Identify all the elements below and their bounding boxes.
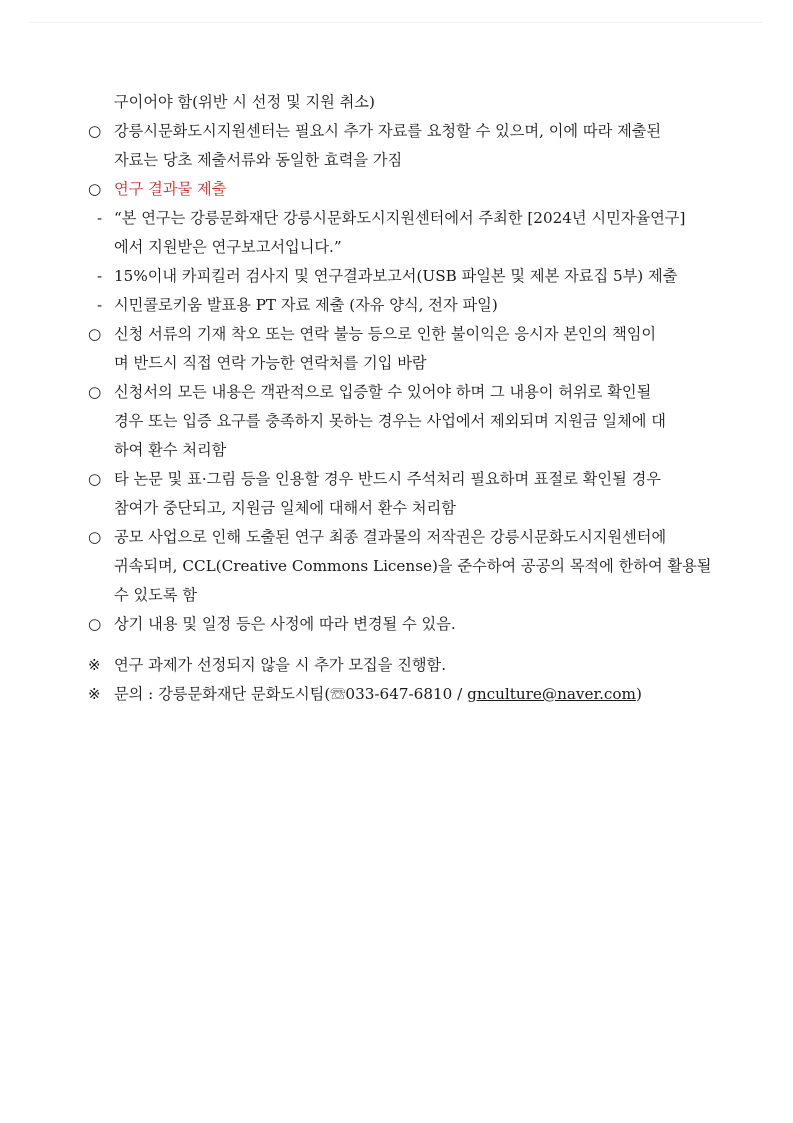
circle-bullet-icon: ○ <box>88 528 102 546</box>
reference-mark-icon: ※ <box>88 685 101 703</box>
email-link[interactable]: gnculture@naver.com <box>467 685 636 703</box>
circle-bullet-icon: ○ <box>88 615 102 633</box>
bullet-item <box>88 523 720 552</box>
text-line: 자료는 당초 제출서류와 동일한 효력을 가짐 <box>114 151 403 169</box>
text-line: 며 반드시 직접 연락 가능한 연락처를 기입 바람 <box>114 354 427 372</box>
bullet-text: 강릉시문화도시지원센터는 필요시 추가 자료를 요청할 수 있으며, 이에 따라 제출된 <box>114 122 662 140</box>
contact-text: 문의 : 강릉문화재단 문화도시팀(☏033-647-6810 / <box>114 685 468 703</box>
text-line: 수 있도록 함 <box>114 586 198 604</box>
bullet-item <box>88 465 720 494</box>
notice-body <box>88 88 720 709</box>
bullet-text: 공모 사업으로 인해 도출된 연구 최종 결과물의 저작권은 강릉시문화도시지원센터에 <box>114 528 667 546</box>
circle-bullet-icon: ○ <box>88 383 102 401</box>
bullet-text: 신청서의 모든 내용은 객관적으로 입증할 수 있어야 하며 그 내용이 허위로 확인될 <box>114 383 652 401</box>
circle-bullet-icon: ○ <box>88 122 102 140</box>
circle-bullet-icon: ○ <box>88 180 102 198</box>
dash-text: “본 연구는 강릉문화재단 강릉시문화도시지원센터에서 주최한 [2024년 시민자율연구] <box>114 209 686 227</box>
bullet-text: 상기 내용 및 일정 등은 사정에 따라 변경될 수 있음. <box>114 615 456 633</box>
dash-bullet-icon: - <box>97 267 103 285</box>
contact-note <box>88 680 720 709</box>
circle-bullet-icon: ○ <box>88 470 102 488</box>
text-line: 귀속되며, CCL(Creative Commons License)을 준수하여 공공의 목적에 한하여 활용될 <box>114 557 712 575</box>
dash-bullet-icon: - <box>97 296 103 314</box>
bullet-item <box>88 610 720 639</box>
bullet-item <box>88 378 720 407</box>
dash-item <box>88 291 720 320</box>
text-line: 경우 또는 입증 요구를 충족하지 못하는 경우는 사업에서 제외되며 지원금 일체에 대 <box>114 412 666 430</box>
text-line: 참여가 중단되고, 지원금 일체에 대해서 환수 처리함 <box>114 499 456 517</box>
note-text: 연구 과제가 선정되지 않을 시 추가 모집을 진행함. <box>114 656 447 674</box>
bullet-item <box>88 320 720 349</box>
text-line: 하여 환수 처리함 <box>114 441 227 459</box>
contact-suffix: ) <box>635 685 642 703</box>
dash-text: 시민콜로키움 발표용 PT 자료 제출 (자유 양식, 전자 파일) <box>114 296 498 314</box>
bullet-text: 타 논문 및 표·그림 등을 인용할 경우 반드시 주석처리 필요하며 표절로 확인될 경우 <box>114 470 661 488</box>
reference-mark-icon: ※ <box>88 656 101 674</box>
bullet-item <box>88 175 720 204</box>
circle-bullet-icon: ○ <box>88 325 102 343</box>
spacer <box>88 639 720 651</box>
section-heading: 연구 결과물 제출 <box>114 180 227 198</box>
dash-item <box>88 204 720 233</box>
dash-item <box>88 262 720 291</box>
note-item <box>88 651 720 680</box>
bullet-text: 신청 서류의 기재 착오 또는 연락 불능 등으로 인한 불이익은 응시자 본인의 책임이 <box>114 325 657 343</box>
bullet-item <box>88 117 720 146</box>
dash-text: 15%이내 카피킬러 검사지 및 연구결과보고서(USB 파일본 및 제본 자료집 5부) 제출 <box>114 267 678 285</box>
text-line: 에서 지원받은 연구보고서입니다.” <box>114 238 342 256</box>
top-divider <box>30 22 763 23</box>
text-line: 구이어야 함(위반 시 선정 및 지원 취소) <box>114 93 375 111</box>
dash-bullet-icon: - <box>97 209 103 227</box>
